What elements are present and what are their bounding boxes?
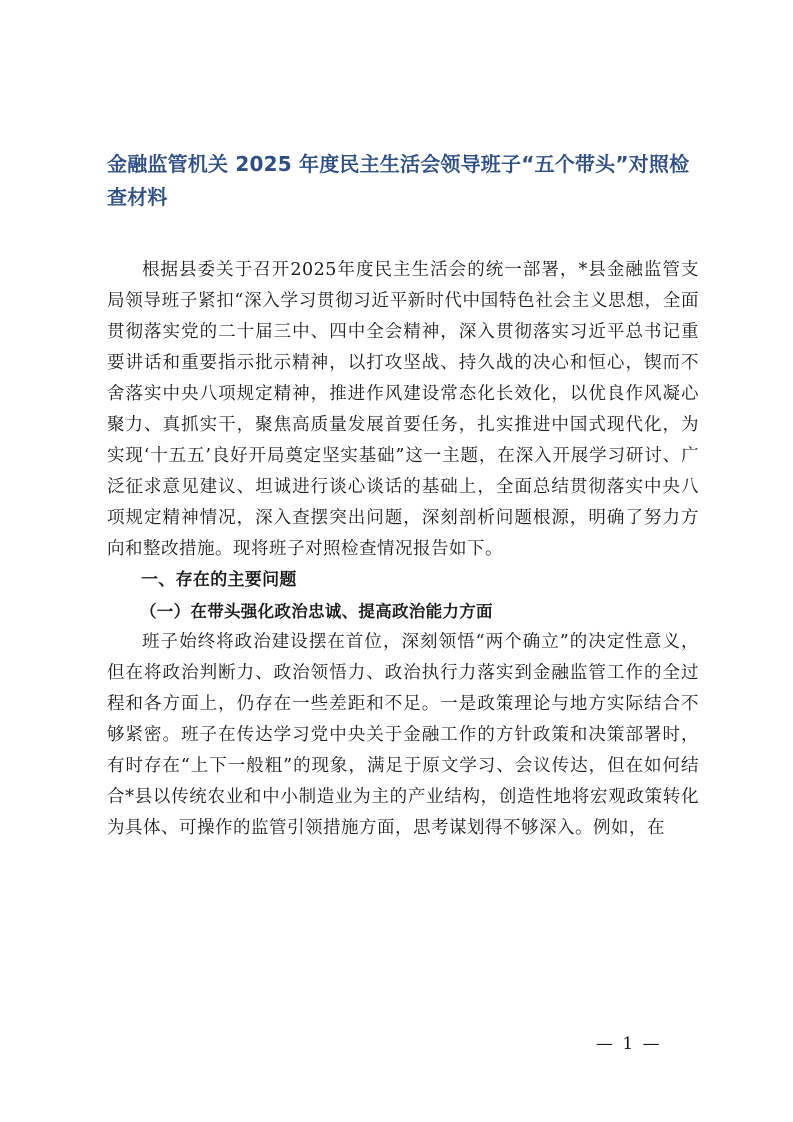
document-body <box>107 255 699 844</box>
page-number: — 1 — <box>596 1034 662 1054</box>
section-heading: 一、存在的主要问题 <box>141 570 297 590</box>
intro-paragraph: 根据县委关于召开2025年度民主生活会的统一部署，*县金融监管支局领导班子紧扣“深入学习贯彻习近平新时代中国特色社会主义思想，全面贯彻落实党的二十届三中、四中全会精神，深入贯彻落实习近平总书记重要讲话和重要指示批示精神，以打攻坚战、持久战的决心和恒心，锲而不舍落实中央八项规定精神，推进作风建设常态化长效化，以优良作风凝心聚力、真抓实干，聚焦高质量发展首要任务，扎实推进中国式现代化，为实现‘十五五’良好开局奠定坚实基础”这一主题，在深入开展学习研讨、广泛征求意见建议、坦诚进行谈心谈话的基础上，全面总结贯彻落实中央八项规定精神情况，深入查摆突出问题，深刻剖析问题根源，明确了努力方向和整改措施。现将班子对照检查情况报告如下。 <box>107 260 699 559</box>
subsection-heading: （一）在带头强化政治忠诚、提高政治能力方面 <box>140 602 493 621</box>
subsection-paragraph: 班子始终将政治建设摆在首位，深刻领悟“两个确立”的决定性意义，但在将政治判断力、政治领悟力、政治执行力落实到金融监管工作的全过程和各方面上，仍存在一些差距和不足。一是政策理论与地方实际结合不够紧密。班子在传达学习党中央关于金融工作的方针政策和决策部署时，有时存在“上下一般粗”的现象，满足于原文学习、会议传达，但在如何结合*县以传统农业和中小制造业为主的产业结构，创造性地将宏观政策转化为具体、可操作的监管引领措施方面，思考谋划得不够深入。例如，在 <box>107 632 699 838</box>
document-title: 金融监管机关 2025 年度民主生活会领导班子“五个带头”对照检查材料 <box>107 152 690 209</box>
